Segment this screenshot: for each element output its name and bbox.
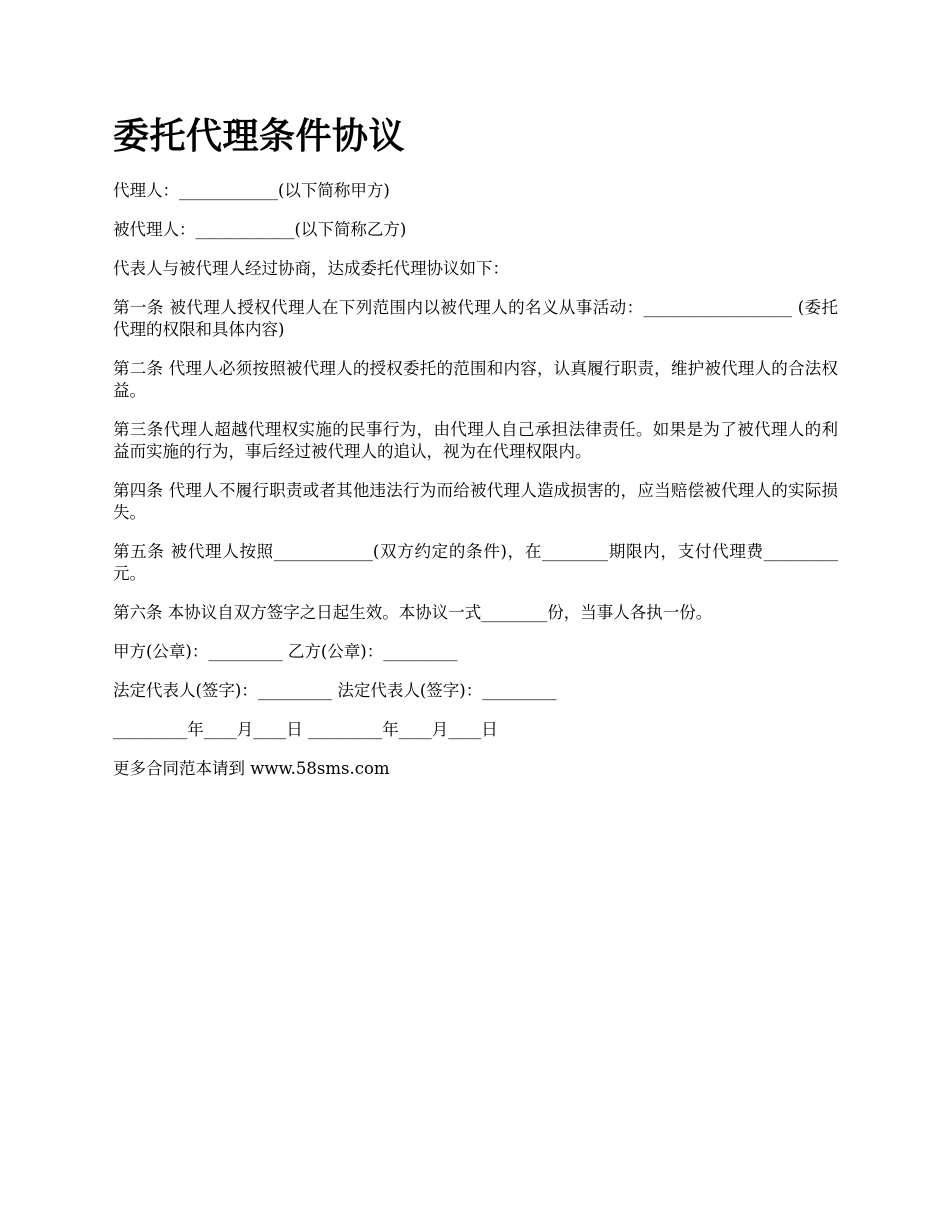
article-3: 第三条代理人超越代理权实施的民事行为，由代理人自己承担法律责任。如果是为了被代理人的利益而实施的行为，事后经过被代理人的追认，视为在代理权限内。 — [113, 420, 838, 461]
date-line: _________年____月____日 _________年____月____日 — [113, 720, 498, 739]
document-title: 委托代理条件协议 — [113, 115, 406, 157]
paragraph-intro: 代表人与被代理人经过协商，达成委托代理协议如下： — [113, 259, 509, 278]
signature-line: 法定代表人(签字)：_________ 法定代表人(签字)：_________ — [113, 681, 557, 700]
document-page — [113, 112, 838, 797]
article-5: 第五条 被代理人按照____________(双方约定的条件)，在________期限内，支付代理费_________元。 — [113, 542, 838, 583]
article-1: 第一条 被代理人授权代理人在下列范围内以被代理人的名义从事活动：__________________ (委托代理的权限和具体内容) — [113, 298, 838, 339]
paragraph-principal: 被代理人：____________(以下简称乙方) — [113, 220, 407, 239]
seal-line: 甲方(公章)：_________ 乙方(公章)：_________ — [113, 642, 458, 661]
article-2: 第二条 代理人必须按照被代理人的授权委托的范围和内容，认真履行职责，维护被代理人的合法权益。 — [113, 359, 838, 400]
paragraph-agent: 代理人：____________(以下简称甲方) — [113, 181, 390, 200]
article-4: 第四条 代理人不履行职责或者其他违法行为而给被代理人造成损害的，应当赔偿被代理人的实际损失。 — [113, 481, 838, 522]
article-6: 第六条 本协议自双方签字之日起生效。本协议一式________份，当事人各执一份。 — [113, 603, 713, 622]
footer-link-text: 更多合同范本请到 www.58sms.com — [113, 759, 390, 778]
